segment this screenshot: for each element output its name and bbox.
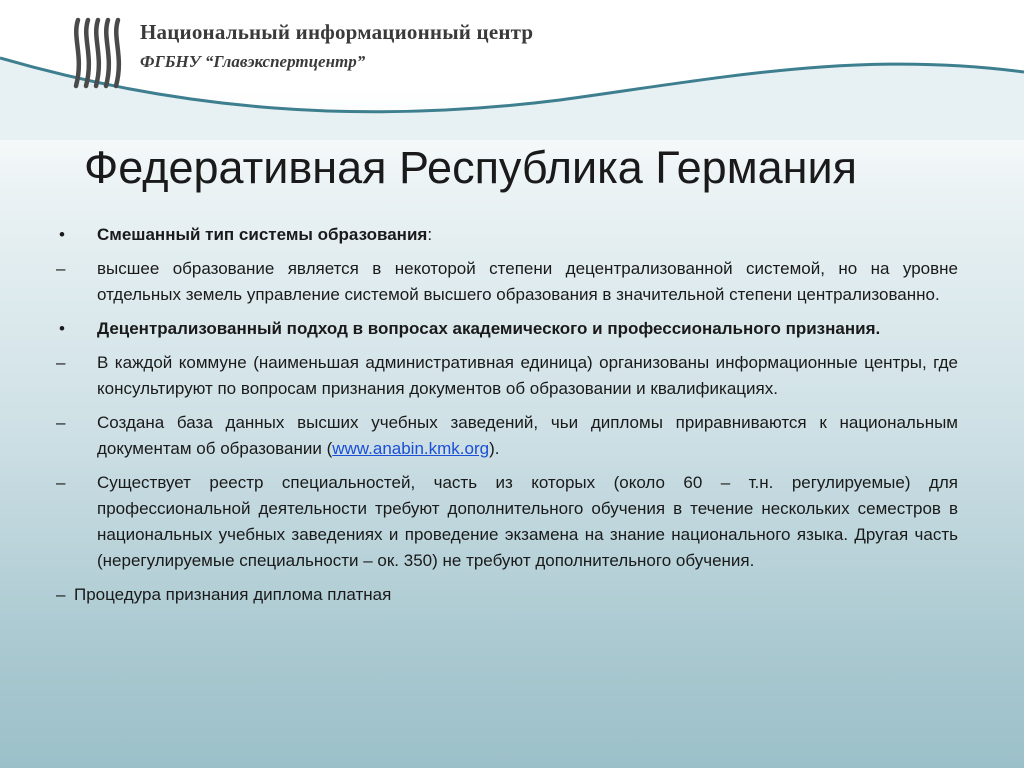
slide-content — [56, 222, 958, 616]
list-item — [56, 470, 958, 574]
list-item — [56, 256, 958, 308]
item-text: Создана база данных высших учебных заведений, чьи дипломы приравниваются к национальным документам об образовании ( — [97, 413, 958, 458]
anabin-link[interactable]: www.anabin.kmk.org — [332, 439, 490, 458]
list-item — [56, 316, 958, 342]
dash-marker: – — [56, 413, 66, 432]
striped-wave-logo-icon — [70, 16, 130, 90]
item-text: ). — [489, 439, 500, 458]
bullet-marker: • — [59, 225, 65, 244]
item-bold-text: Децентрализованный подход в вопросах академического и профессионального признания. — [97, 319, 881, 338]
dash-marker: – — [56, 259, 66, 278]
slide-title: Федеративная Республика Германия — [84, 142, 858, 193]
item-bold-text: Смешанный тип системы образования — [97, 225, 428, 244]
dash-marker: – — [56, 353, 66, 372]
dash-marker: – — [56, 473, 66, 492]
item-text: Существует реестр специальностей, часть из которых (около 60 – т.н. регулируемые) для профессиональной деятельности требуют дополнительного обучения в течение нескольких семестров в национальных учебных заведениях и проведение экзамена на знание национального языка. Другая часть (нерегулируемые специальности – ок. 350) не требуют дополнительного обучения. — [97, 473, 958, 570]
org-subtitle: ФГБНУ “Главэкспертцентр” — [140, 52, 366, 71]
item-text: высшее образование является в некоторой степени децентрализованной системой, но на уровне отдельных земель управление системой высшего образования в значительной степени централизованно. — [97, 259, 958, 304]
org-name: Национальный информационный центр — [140, 20, 534, 44]
list-item — [56, 582, 958, 608]
item-text: В каждой коммуне (наименьшая административная единица) организованы информационные центры, где консультируют по вопросам признания документов об образовании и квалификациях. — [97, 353, 958, 398]
item-text: Процедура признания диплома платная — [74, 585, 392, 604]
item-text: : — [427, 225, 433, 244]
list-item — [56, 350, 958, 402]
dash-marker: – — [56, 585, 66, 604]
bullet-marker: • — [59, 319, 65, 338]
list-item — [56, 410, 958, 462]
list-item — [56, 222, 958, 248]
